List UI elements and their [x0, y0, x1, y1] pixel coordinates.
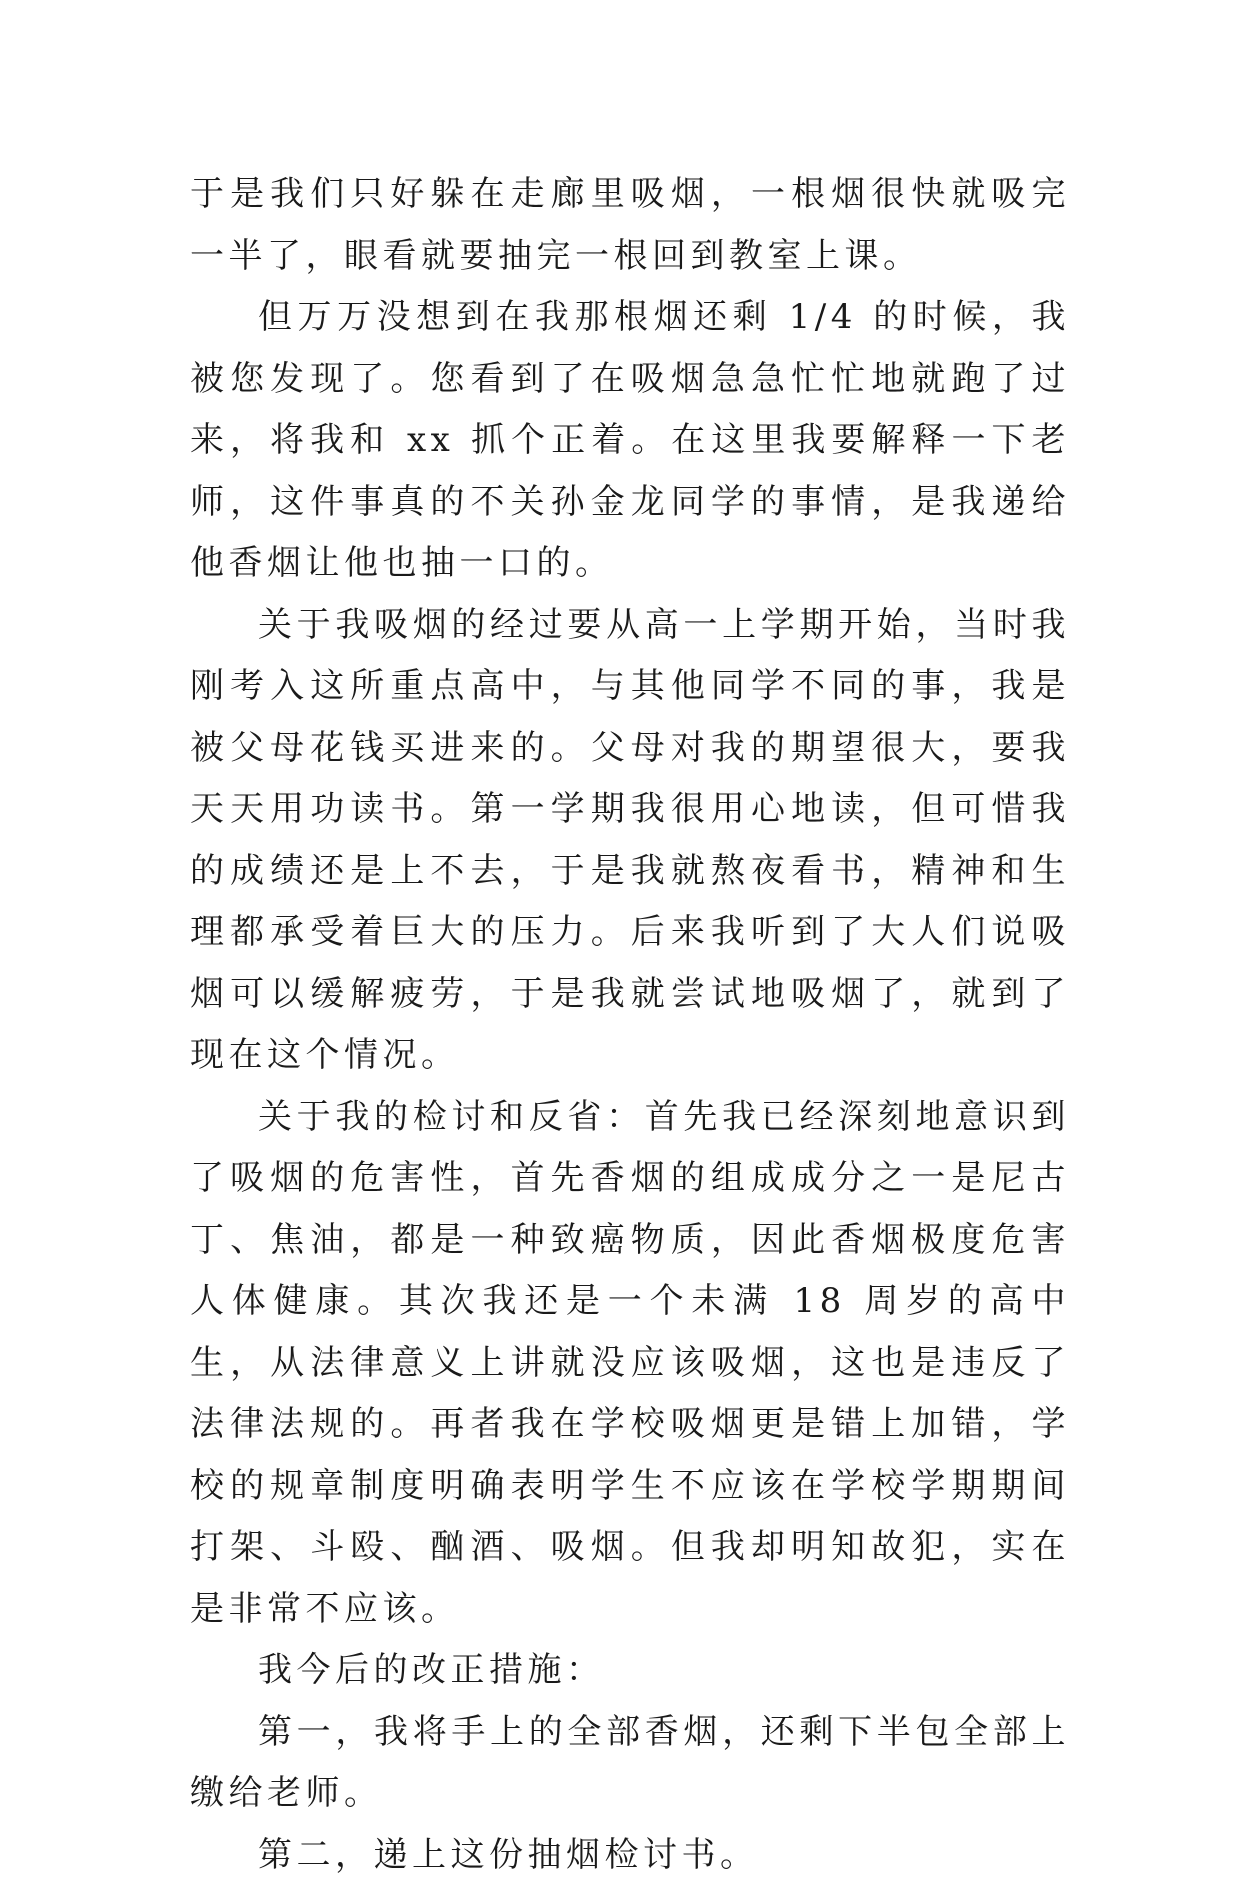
- paragraph: 第二，递上这份抽烟检讨书。: [190, 1825, 1070, 1886]
- paragraph: 关于我的检讨和反省：首先我已经深刻地意识到了吸烟的危害性，首先香烟的组成成分之一是尼古丁、焦油，都是一种致癌物质，因此香烟极度危害人体健康。其次我还是一个未满 18 周岁的高中生，从法律意义上讲就没应该吸烟，这也是违反了法律法规的。再者我在学校吸烟更是错上加错，学校的规章制度明确表明学生不应该在学校学期期间打架、斗殴、酗酒、吸烟。但我却明知故犯，实在是非常不应该。: [190, 1087, 1070, 1641]
- paragraph: 我今后的改正措施：: [190, 1640, 1070, 1702]
- paragraph: 关于我吸烟的经过要从高一上学期开始，当时我刚考入这所重点高中，与其他同学不同的事，我是被父母花钱买进来的。父母对我的期望很大，要我天天用功读书。第一学期我很用心地读，但可惜我的成绩还是上不去，于是我就熬夜看书，精神和生理都承受着巨大的压力。后来我听到了大人们说吸烟可以缓解疲劳，于是我就尝试地吸烟了，就到了现在这个情况。: [190, 595, 1070, 1087]
- paragraph: 第一，我将手上的全部香烟，还剩下半包全部上缴给老师。: [190, 1702, 1070, 1825]
- document-body: [190, 164, 1070, 1886]
- paragraph: 于是我们只好躲在走廊里吸烟，一根烟很快就吸完一半了，眼看就要抽完一根回到教室上课。: [190, 164, 1070, 287]
- paragraph: 但万万没想到在我那根烟还剩 1/4 的时候，我被您发现了。您看到了在吸烟急急忙忙地就跑了过来，将我和 xx 抓个正着。在这里我要解释一下老师，这件事真的不关孙金龙同学的事情，是我递给他香烟让他也抽一口的。: [190, 287, 1070, 595]
